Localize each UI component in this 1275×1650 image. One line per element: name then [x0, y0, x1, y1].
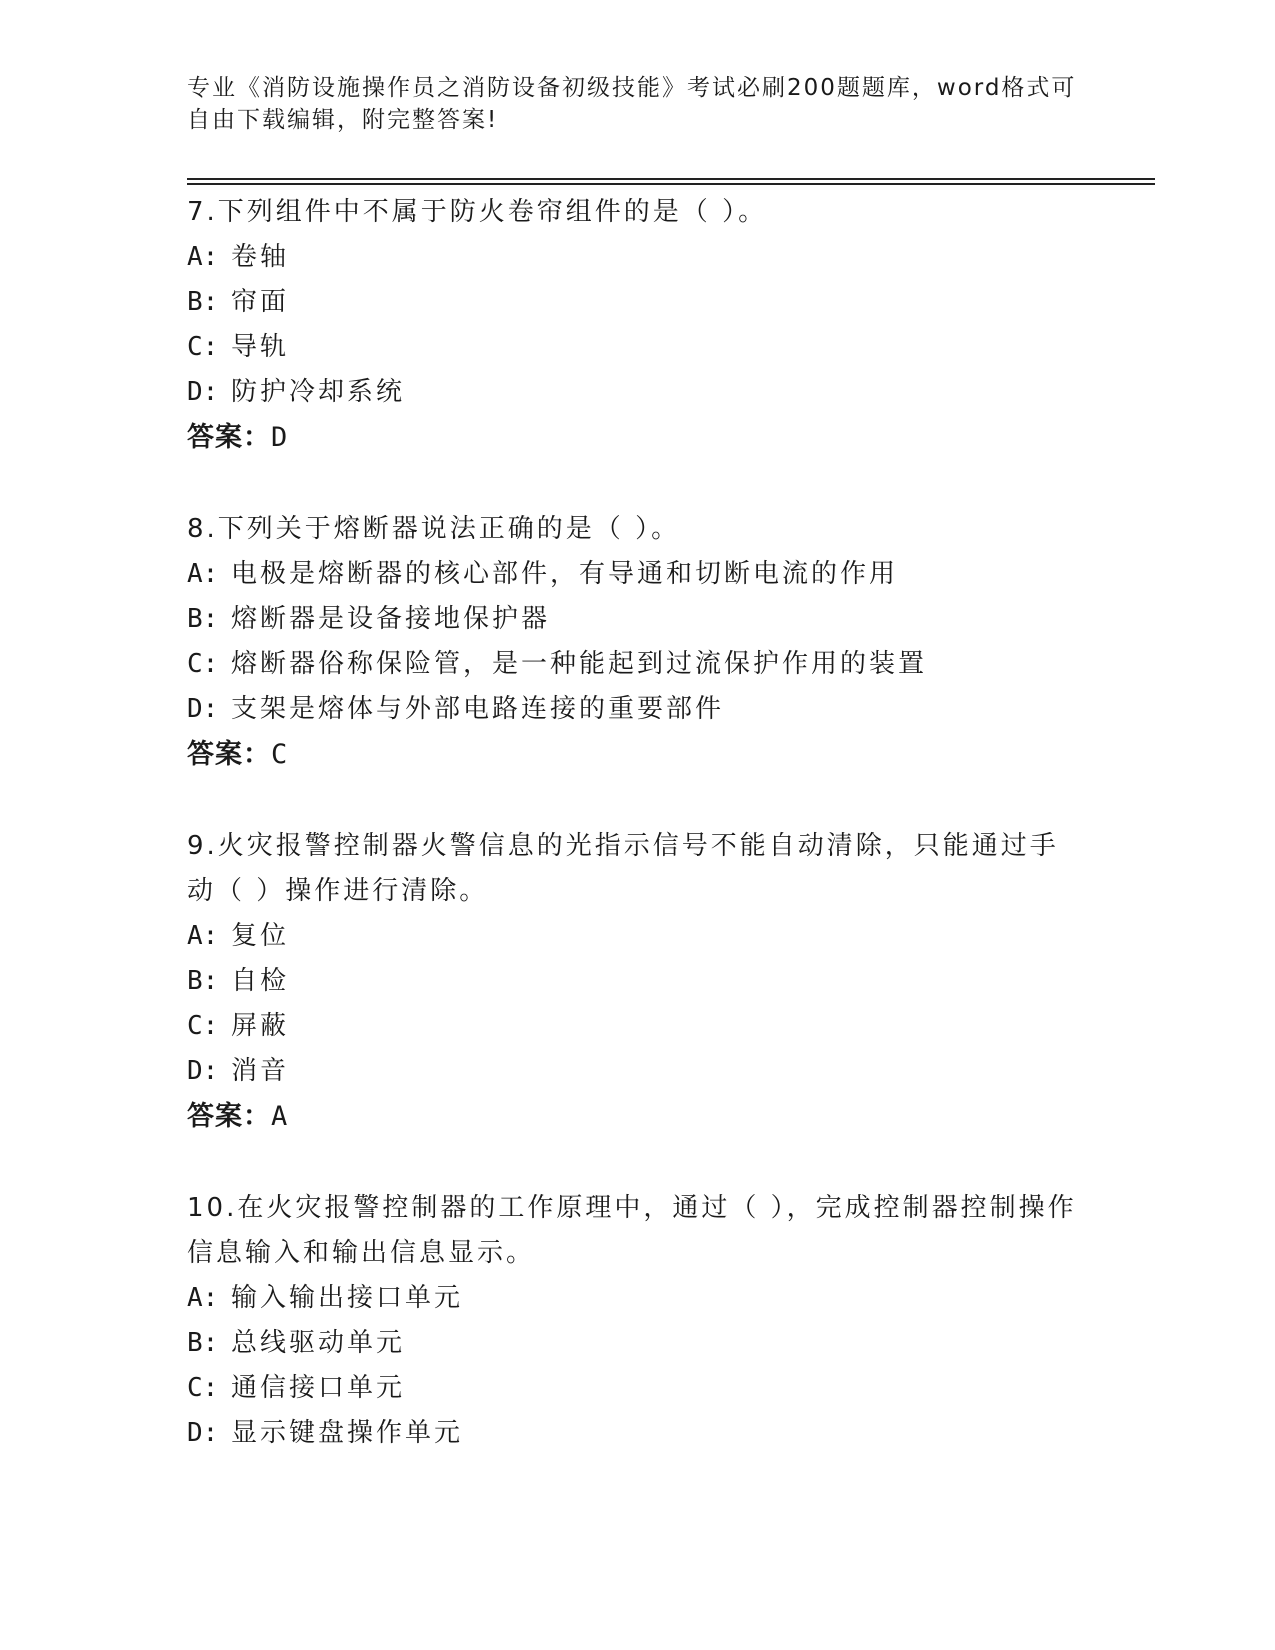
option-d [187, 1411, 1087, 1456]
answer-line [187, 732, 1087, 778]
option-letter: D: [187, 1056, 219, 1086]
answer-label: 答案： [187, 1101, 271, 1132]
option-b [187, 597, 1087, 642]
answer-line [187, 415, 1087, 461]
option-text: 通信接口单元 [231, 1373, 406, 1403]
option-c [187, 325, 1087, 370]
option-c [187, 1004, 1087, 1049]
option-a [187, 552, 1087, 597]
option-d [187, 370, 1087, 415]
option-text: 屏蔽 [231, 1011, 290, 1041]
option-text: 熔断器是设备接地保护器 [231, 604, 551, 634]
answer-line [187, 1094, 1087, 1140]
answer-label: 答案： [187, 739, 271, 770]
option-letter: C: [187, 1373, 219, 1403]
option-letter: A: [187, 242, 219, 272]
question-stem: 7.下列组件中不属于防火卷帘组件的是（ ）。 [187, 197, 768, 227]
option-text: 导轨 [231, 332, 290, 362]
option-letter: B: [187, 1328, 219, 1358]
question-list [187, 190, 1087, 1502]
option-letter: D: [187, 1418, 219, 1448]
header-line-2: 自由下载编辑，附完整答案! [187, 107, 499, 133]
question-stem: 8.下列关于熔断器说法正确的是（ ）。 [187, 514, 681, 544]
option-d [187, 687, 1087, 732]
option-a [187, 235, 1087, 280]
option-letter: D: [187, 377, 219, 407]
option-letter: D: [187, 694, 219, 724]
option-letter: A: [187, 921, 219, 951]
answer-value: A [271, 1101, 289, 1132]
option-letter: B: [187, 287, 219, 317]
option-letter: A: [187, 559, 219, 589]
option-a [187, 914, 1087, 959]
header-divider-top [187, 178, 1155, 180]
option-letter: B: [187, 604, 219, 634]
option-b [187, 280, 1087, 325]
question-item [187, 190, 1087, 461]
question-item [187, 824, 1087, 1140]
option-letter: B: [187, 966, 219, 996]
question-stem: 9.火灾报警控制器火警信息的光指示信号不能自动清除，只能通过手动（ ）操作进行清除。 [187, 831, 1059, 906]
option-text: 总线驱动单元 [231, 1328, 406, 1358]
option-letter: C: [187, 649, 219, 679]
option-text: 防护冷却系统 [231, 377, 406, 407]
option-text: 卷轴 [231, 242, 290, 272]
option-text: 帘面 [231, 287, 290, 317]
option-text: 电极是熔断器的核心部件，有导通和切断电流的作用 [231, 559, 899, 589]
header-divider-bottom [187, 183, 1155, 185]
option-a [187, 1276, 1087, 1321]
document-header [187, 72, 1087, 136]
answer-label: 答案： [187, 422, 271, 453]
header-line-1: 专业《消防设施操作员之消防设备初级技能》考试必刷200题题库，word格式可 [187, 75, 1077, 101]
option-text: 支架是熔体与外部电路连接的重要部件 [231, 694, 725, 724]
option-text: 显示键盘操作单元 [231, 1418, 464, 1448]
option-text: 复位 [231, 921, 290, 951]
question-stem: 10.在火灾报警控制器的工作原理中，通过（ ），完成控制器控制操作信息输入和输出信息显示。 [187, 1193, 1077, 1268]
option-letter: C: [187, 1011, 219, 1041]
option-b [187, 1321, 1087, 1366]
option-b [187, 959, 1087, 1004]
option-text: 熔断器俗称保险管，是一种能起到过流保护作用的装置 [231, 649, 928, 679]
option-letter: A: [187, 1283, 219, 1313]
option-c [187, 642, 1087, 687]
option-text: 输入输出接口单元 [231, 1283, 464, 1313]
option-text: 消音 [231, 1056, 290, 1086]
answer-value: C [271, 739, 289, 770]
answer-value: D [271, 422, 289, 453]
question-item [187, 507, 1087, 778]
option-d [187, 1049, 1087, 1094]
option-letter: C: [187, 332, 219, 362]
question-item [187, 1186, 1087, 1456]
option-c [187, 1366, 1087, 1411]
option-text: 自检 [231, 966, 290, 996]
